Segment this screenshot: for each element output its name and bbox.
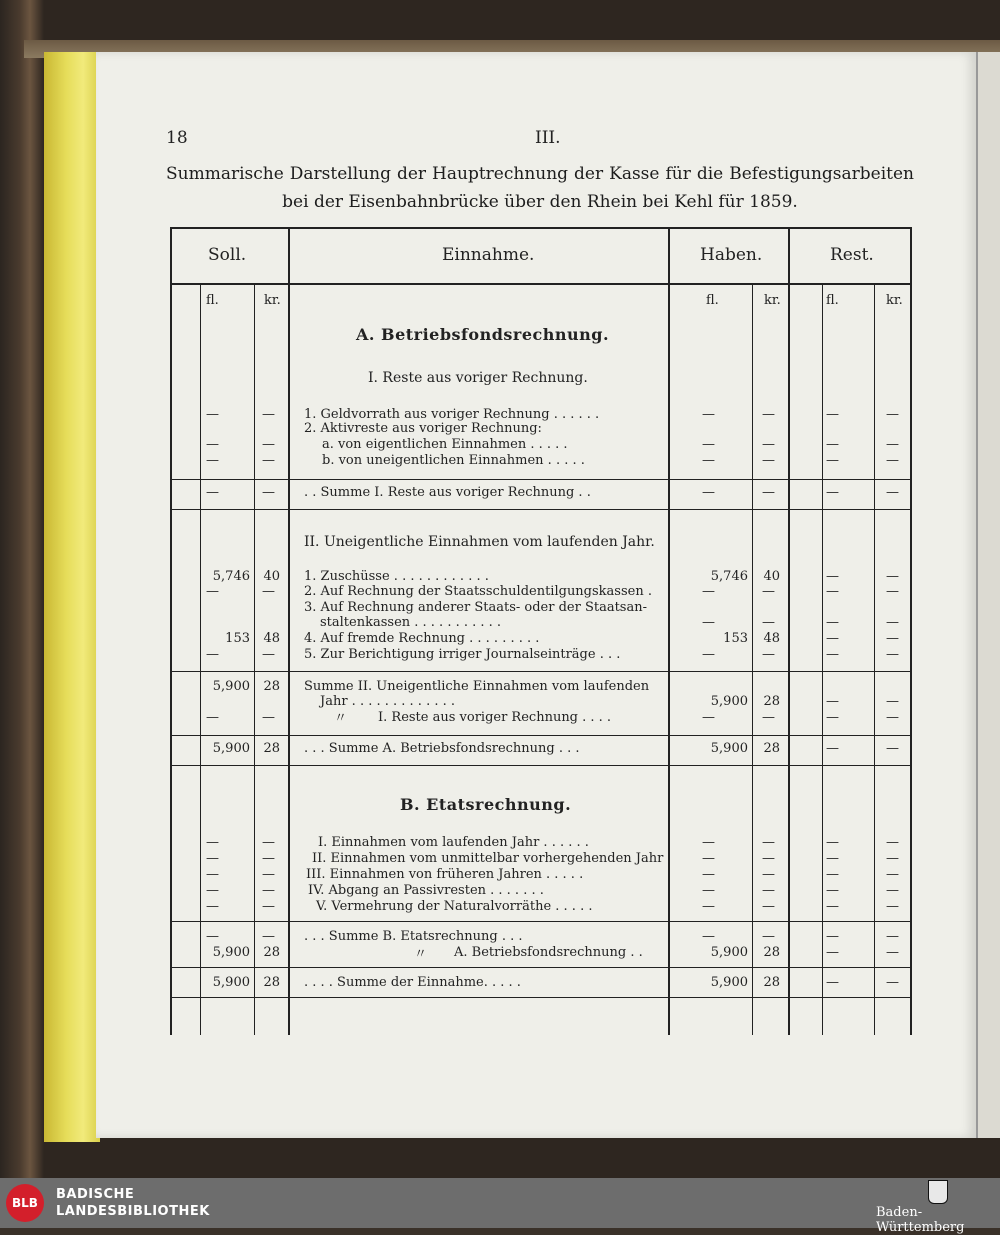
- dash-mark: —: [886, 631, 899, 646]
- line-item: 1. Zuschüsse . . . . . . . . . . . .: [304, 569, 489, 584]
- haben-fl: 153: [723, 631, 748, 646]
- dash-mark: —: [886, 883, 899, 898]
- unit-fl: fl.: [706, 293, 719, 308]
- dash-mark: —: [702, 867, 715, 882]
- dash-mark: —: [826, 883, 839, 898]
- header-rest: Rest.: [830, 245, 874, 265]
- dash-mark: —: [826, 631, 839, 646]
- dash-mark: —: [262, 929, 275, 944]
- dash-mark: —: [702, 710, 715, 725]
- dash-mark: —: [262, 883, 275, 898]
- footer-bar: [0, 1178, 1000, 1235]
- dash-mark: —: [826, 975, 839, 990]
- page-title: Summarische Darstellung der Hauptrechnung der Kasse für die Befestigungsarbeiten bei der Eisenbahnbrücke über den Rhein bei Kehl für 1859.: [166, 164, 914, 212]
- soll-kr: 28: [263, 679, 280, 694]
- sum-line: Jahr . . . . . . . . . . . . .: [320, 694, 455, 709]
- dash-mark: —: [762, 584, 775, 599]
- line-item: IV. Abgang an Passivresten . . . . . . .: [308, 883, 544, 898]
- row-rule: [170, 509, 912, 510]
- dash-mark: —: [826, 485, 839, 500]
- haben-kr: 48: [763, 631, 780, 646]
- dash-mark: —: [206, 485, 219, 500]
- soll-kr: 28: [263, 945, 280, 960]
- dash-mark: —: [206, 710, 219, 725]
- dash-mark: —: [762, 929, 775, 944]
- page-number: 18: [166, 128, 188, 148]
- unit-fl: fl.: [206, 293, 219, 308]
- dash-mark: —: [262, 407, 275, 422]
- line-item: 2. Aktivreste aus voriger Rechnung:: [304, 421, 542, 436]
- col-rule: [874, 285, 875, 1035]
- haben-kr: 28: [763, 975, 780, 990]
- soll-fl: 5,900: [212, 679, 250, 694]
- dash-mark: —: [762, 883, 775, 898]
- dash-mark: —: [702, 647, 715, 662]
- dash-mark: —: [762, 851, 775, 866]
- dash-mark: —: [702, 835, 715, 850]
- dash-mark: —: [886, 899, 899, 914]
- line-item: staltenkassen . . . . . . . . . . .: [320, 615, 502, 630]
- dash-mark: —: [826, 694, 839, 709]
- dash-mark: —: [206, 883, 219, 898]
- sum-line: I. Reste aus voriger Rechnung . . . .: [378, 710, 612, 725]
- dash-mark: —: [886, 407, 899, 422]
- haben-fl: 5,900: [710, 945, 748, 960]
- row-rule: [170, 671, 912, 672]
- col-rule: [288, 227, 290, 1035]
- line-item: II. Einnahmen vom unmittelbar vorhergehenden Jahr: [312, 851, 664, 866]
- line-item: b. von uneigentlichen Einnahmen . . . . .: [322, 453, 585, 468]
- dash-mark: —: [262, 485, 275, 500]
- dash-mark: —: [702, 485, 715, 500]
- header-einnahme: Einnahme.: [442, 245, 535, 265]
- library-name-line1: BADISCHE: [56, 1187, 135, 1202]
- haben-kr: 28: [763, 741, 780, 756]
- dash-mark: —: [762, 615, 775, 630]
- line-item: 1. Geldvorrath aus voriger Rechnung . . . . . .: [304, 407, 600, 422]
- section-number: III.: [535, 128, 561, 148]
- dash-mark: —: [262, 835, 275, 850]
- ditto-mark: 〃: [414, 947, 428, 962]
- dash-mark: —: [826, 569, 839, 584]
- dash-mark: —: [762, 899, 775, 914]
- dash-mark: —: [702, 437, 715, 452]
- blb-logo[interactable]: BLB: [6, 1184, 44, 1222]
- row-rule: [170, 921, 912, 922]
- dash-mark: —: [886, 835, 899, 850]
- haben-fl: 5,900: [710, 694, 748, 709]
- col-rule: [788, 227, 790, 1035]
- dash-mark: —: [886, 929, 899, 944]
- soll-kr: 48: [263, 631, 280, 646]
- dash-mark: —: [886, 647, 899, 662]
- dash-mark: —: [762, 437, 775, 452]
- dash-mark: —: [886, 615, 899, 630]
- state-name: Baden-Württemberg: [876, 1205, 965, 1235]
- dash-mark: —: [886, 453, 899, 468]
- dash-mark: —: [702, 851, 715, 866]
- ditto-mark: 〃: [334, 711, 348, 726]
- sum-line: . . . Summe A. Betriebsfondsrechnung . . .: [304, 741, 580, 756]
- line-item: 2. Auf Rechnung der Staatsschuldentilgungskassen .: [304, 584, 652, 599]
- dash-mark: —: [762, 453, 775, 468]
- dash-mark: —: [206, 437, 219, 452]
- line-item: 5. Zur Berichtigung irriger Journalseinträge . . .: [304, 647, 621, 662]
- dash-mark: —: [702, 584, 715, 599]
- haben-fl: 5,900: [710, 975, 748, 990]
- soll-kr: 28: [263, 975, 280, 990]
- dash-mark: —: [826, 437, 839, 452]
- dash-mark: —: [762, 867, 775, 882]
- row-rule: [170, 997, 912, 998]
- library-name-line2: LANDESBIBLIOTHEK: [56, 1204, 210, 1219]
- dash-mark: —: [886, 975, 899, 990]
- dash-mark: —: [826, 851, 839, 866]
- col-rule: [752, 285, 753, 1035]
- dash-mark: —: [826, 615, 839, 630]
- dash-mark: —: [206, 851, 219, 866]
- col-rule: [822, 285, 823, 1035]
- dash-mark: —: [762, 407, 775, 422]
- account-table: [170, 227, 912, 1035]
- dash-mark: —: [262, 710, 275, 725]
- header-rule: [170, 283, 912, 285]
- dash-mark: —: [886, 945, 899, 960]
- soll-fl: 5,900: [212, 945, 250, 960]
- dash-mark: —: [826, 647, 839, 662]
- dash-mark: —: [886, 694, 899, 709]
- dash-mark: —: [886, 437, 899, 452]
- soll-kr: 40: [263, 569, 280, 584]
- dash-mark: —: [886, 867, 899, 882]
- subsection-a2: II. Uneigentliche Einnahmen vom laufenden Jahr.: [304, 534, 655, 550]
- haben-kr: 28: [763, 694, 780, 709]
- section-b-heading: B. Etatsrechnung.: [400, 795, 572, 814]
- dash-mark: —: [826, 899, 839, 914]
- dash-mark: —: [826, 867, 839, 882]
- dash-mark: —: [262, 647, 275, 662]
- line-item: III. Einnahmen von früheren Jahren . . . . .: [306, 867, 584, 882]
- dash-mark: —: [826, 453, 839, 468]
- dash-mark: —: [886, 584, 899, 599]
- dash-mark: —: [702, 407, 715, 422]
- sum-line: . . Summe I. Reste aus voriger Rechnung . .: [304, 485, 591, 500]
- dash-mark: —: [206, 407, 219, 422]
- dash-mark: —: [826, 835, 839, 850]
- soll-fl: 5,746: [212, 569, 250, 584]
- dash-mark: —: [762, 485, 775, 500]
- header-haben: Haben.: [700, 245, 763, 265]
- dash-mark: —: [826, 584, 839, 599]
- table-right-rule: [910, 227, 912, 1035]
- next-page-edge: [976, 52, 1000, 1138]
- dash-mark: —: [826, 710, 839, 725]
- dash-mark: —: [826, 929, 839, 944]
- dash-mark: —: [702, 899, 715, 914]
- library-name[interactable]: [56, 1186, 210, 1220]
- dash-mark: —: [762, 647, 775, 662]
- dash-mark: —: [826, 407, 839, 422]
- dash-mark: —: [762, 835, 775, 850]
- row-rule: [170, 967, 912, 968]
- soll-fl: 153: [225, 631, 250, 646]
- haben-fl: 5,746: [710, 569, 748, 584]
- dash-mark: —: [826, 741, 839, 756]
- crest-icon: [928, 1180, 948, 1204]
- total-line: . . . . Summe der Einnahme. . . . .: [304, 975, 521, 990]
- dash-mark: —: [262, 851, 275, 866]
- dash-mark: —: [206, 453, 219, 468]
- table-top-rule: [170, 227, 912, 229]
- soll-kr: 28: [263, 741, 280, 756]
- col-rule: [254, 285, 255, 1035]
- dash-mark: —: [206, 929, 219, 944]
- dash-mark: —: [702, 453, 715, 468]
- subsection-a1: I. Reste aus voriger Rechnung.: [368, 370, 588, 386]
- dash-mark: —: [262, 437, 275, 452]
- dash-mark: —: [262, 899, 275, 914]
- dash-mark: —: [886, 485, 899, 500]
- table-left-rule: [170, 227, 172, 1035]
- dash-mark: —: [206, 584, 219, 599]
- soll-fl: 5,900: [212, 741, 250, 756]
- haben-kr: 28: [763, 945, 780, 960]
- dash-mark: —: [262, 867, 275, 882]
- col-rule: [668, 227, 670, 1035]
- dash-mark: —: [702, 883, 715, 898]
- unit-kr: kr.: [886, 293, 903, 308]
- dash-mark: —: [262, 453, 275, 468]
- line-item: a. von eigentlichen Einnahmen . . . . .: [322, 437, 568, 452]
- dash-mark: —: [886, 569, 899, 584]
- page-edges: [44, 52, 100, 1142]
- col-rule: [200, 285, 201, 1035]
- dash-mark: —: [762, 710, 775, 725]
- dash-mark: —: [886, 710, 899, 725]
- header-soll: Soll.: [208, 245, 247, 265]
- sum-line: . . . Summe B. Etatsrechnung . . .: [304, 929, 523, 944]
- dash-mark: —: [262, 584, 275, 599]
- line-item: V. Vermehrung der Naturalvorräthe . . . . .: [316, 899, 593, 914]
- row-rule: [170, 735, 912, 736]
- row-rule: [170, 765, 912, 766]
- row-rule: [170, 479, 912, 480]
- dash-mark: —: [206, 835, 219, 850]
- haben-fl: 5,900: [710, 741, 748, 756]
- dash-mark: —: [206, 647, 219, 662]
- line-item: I. Einnahmen vom laufenden Jahr . . . . . .: [318, 835, 589, 850]
- section-a-heading: A. Betriebsfondsrechnung.: [356, 325, 610, 344]
- dash-mark: —: [886, 741, 899, 756]
- line-item: 3. Auf Rechnung anderer Staats- oder der Staatsan-: [304, 600, 647, 615]
- dash-mark: —: [206, 899, 219, 914]
- unit-kr: kr.: [264, 293, 281, 308]
- dash-mark: —: [826, 945, 839, 960]
- sum-line: Summe II. Uneigentliche Einnahmen vom laufenden: [304, 679, 650, 694]
- dash-mark: —: [886, 851, 899, 866]
- unit-kr: kr.: [764, 293, 781, 308]
- soll-fl: 5,900: [212, 975, 250, 990]
- line-item: 4. Auf fremde Rechnung . . . . . . . . .: [304, 631, 540, 646]
- dash-mark: —: [702, 929, 715, 944]
- dash-mark: —: [702, 615, 715, 630]
- haben-kr: 40: [763, 569, 780, 584]
- dash-mark: —: [206, 867, 219, 882]
- sum-line: A. Betriebsfondsrechnung . .: [454, 945, 643, 960]
- unit-fl: fl.: [826, 293, 839, 308]
